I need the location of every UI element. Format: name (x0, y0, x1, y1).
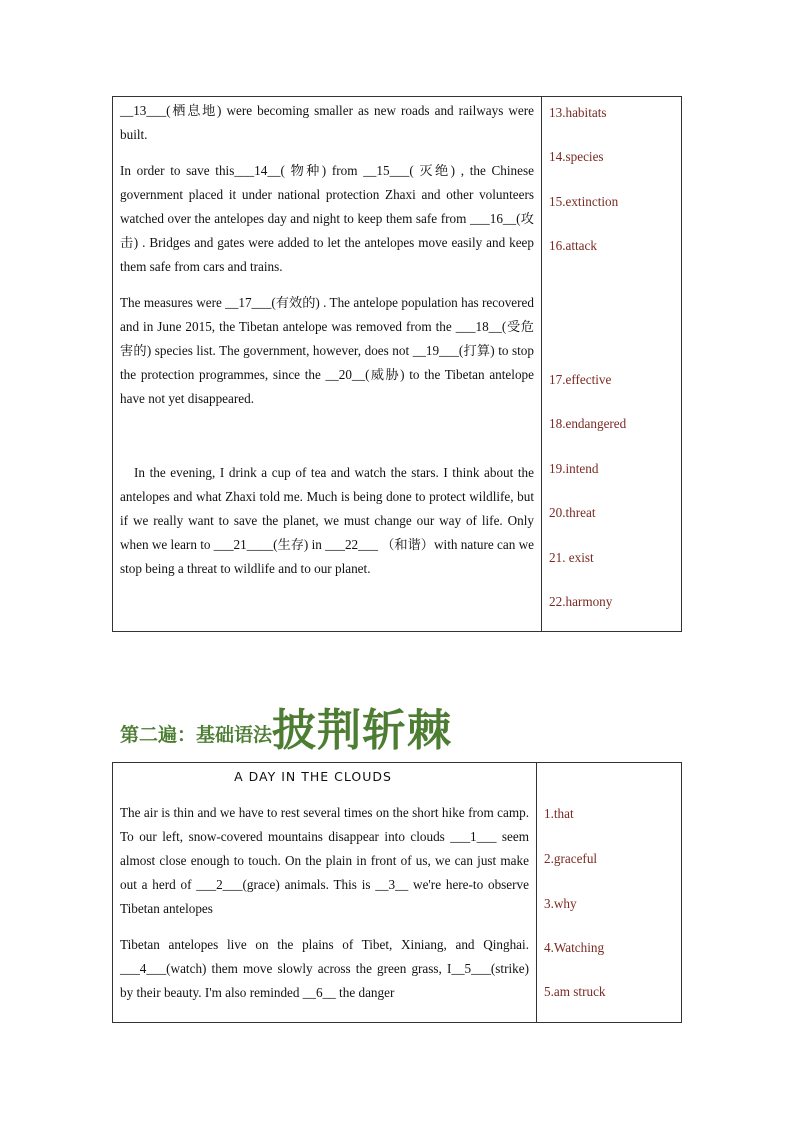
answer-item: 2.graceful (544, 851, 598, 866)
answer-cell (537, 763, 682, 1023)
answer-cell (542, 97, 682, 632)
answer-item: 20.threat (549, 505, 596, 520)
answer-item: 4.Watching (544, 940, 605, 955)
answer-item: 14.species (549, 149, 604, 164)
section-heading-title: 披荆斩棘 (272, 705, 453, 756)
section-heading (120, 694, 453, 756)
passage-paragraph: In the evening, I drink a cup of tea and watch the stars. I think about the antelopes and what Zhaxi told me. Much is being done to protect wildlife, but if we really want to save the planet, we must change our way of life. Only when we learn to ___21____(生存) in ___22___ （和谐）with nature can we stop being a threat to wildlife and to our planet. (120, 465, 534, 576)
answer-item: 3.why (544, 896, 577, 911)
passage-paragraph: The air is thin and we have to rest several times on the short hike from camp. To our left, snow-covered mountains disappear into clouds ___1___ seem almost close enough to touch. On the plain in front of us, we can just make out a herd of ___2___(grace) animals. This is __3__ we're here-to observe Tibetan antelopes (120, 805, 529, 916)
passage-paragraph: Tibetan antelopes live on the plains of Tibet, Xiniang, and Qinghai. ___4___(watch) them move slowly across the green grass, I__5___(strike) by their beauty. I'm also reminded __6__ the danger (120, 937, 529, 1000)
passage-paragraph: In order to save this___14__( 物种) from __15___( 灭绝) , the Chinese government placed it under national protection Zhaxi and other volunteers watched over the antelopes day and night to keep them safe from ___16__(攻击) . Bridges and gates were added to let the antelopes move easily and keep them safe from cars and trains. (120, 163, 534, 274)
answer-item: 17.effective (549, 372, 612, 387)
answer-item: 16.attack (549, 238, 597, 253)
answer-item: 22.harmony (549, 594, 613, 609)
answer-item: 5.am struck (544, 984, 606, 999)
answer-item: 15.extinction (549, 194, 619, 209)
answer-item: 19.intend (549, 461, 599, 476)
passage-cell (113, 763, 537, 1023)
passage-title: A DAY IN THE CLOUDS (234, 769, 392, 784)
grammar-exercise-table (112, 762, 682, 1023)
passage-paragraph: __13___(栖息地) were becoming smaller as new roads and railways were built. (120, 103, 534, 142)
answer-item: 21. exist (549, 550, 594, 565)
answer-item: 1.that (544, 806, 574, 821)
answer-item: 18.endangered (549, 416, 627, 431)
section-heading-label: 第二遍：基础语法 (120, 724, 273, 746)
answer-item: 13.habitats (549, 105, 607, 120)
passage-cell (113, 97, 542, 632)
vocabulary-exercise-table (112, 96, 682, 632)
passage-paragraph: The measures were __17___(有效的) . The antelope population has recovered and in June 2015, the Tibetan antelope was removed from the ___18__(受危害的) species list. The government, however, does not __19___(打算) to stop the protection programmes, since the __20__(威胁) to the Tibetan antelope have not yet disappeared. (120, 295, 534, 406)
